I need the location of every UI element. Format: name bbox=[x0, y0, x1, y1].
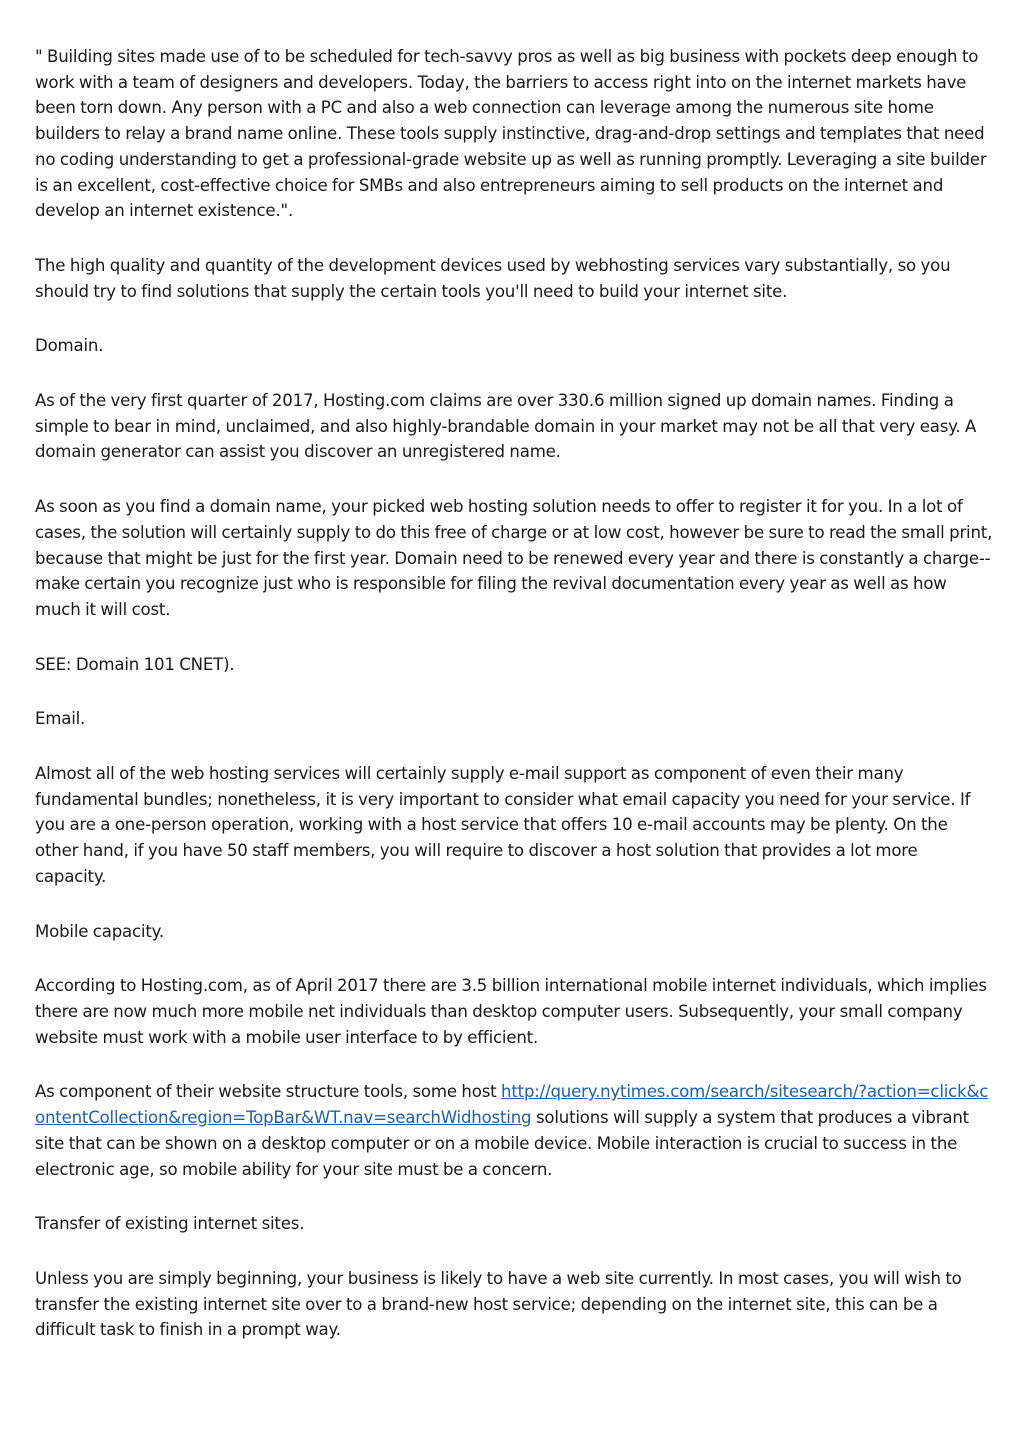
mobile-tools-text-after: solutions will supply a system that produces a vibrant site that can be shown on a desktop computer or on a mobile device. Mobile interaction is crucial to success in the electronic age, so mobile ability for your site must be a concern. bbox=[35, 1108, 969, 1179]
email-heading: Email. bbox=[35, 709, 86, 729]
transfer-paragraph: Unless you are simply beginning, your business is likely to have a web site currently. In most cases, you will wish to transfer the existing internet site over to a brand-new host service; depending on the internet site, this can be a difficult task to finish in a prompt way. bbox=[35, 1268, 962, 1340]
mobile-tools-text-before: As component of their website structure tools, some host bbox=[35, 1082, 502, 1102]
development-tools-paragraph: The high quality and quantity of the development devices used by webhosting services vary substantially, so you should try to find solutions that supply the certain tools you'll need to build your internet site. bbox=[35, 255, 951, 301]
nytimes-search-link[interactable]: http://query.nytimes.com/search/sitesearch/?action=click&contentCollection&region=TopBar&WT.nav=searchWidhosting bbox=[35, 1082, 989, 1128]
email-paragraph: Almost all of the web hosting services will certainly supply e-mail support as component of even their many fundamental bundles; nonetheless, it is very important to consider what email capacity you need for your service. If you are a one-person operation, working with a host service that offers 10 e-mail accounts may be plenty. On the other hand, if you have 50 staff members, you will require to discover a host solution that provides a lot more capacity. bbox=[35, 764, 971, 886]
transfer-heading: Transfer of existing internet sites. bbox=[35, 1214, 305, 1234]
see-domain-reference: SEE: Domain 101 CNET). bbox=[35, 654, 235, 674]
mobile-heading: Mobile capacity. bbox=[35, 921, 164, 941]
domain-count-paragraph: As of the very first quarter of 2017, Hosting.com claims are over 330.6 million signed up domain names. Finding a simple to bear in mind, unclaimed, and also highly-brandable domain in your market may not be all that very easy. A domain generator can assist you discover an unregistered name. bbox=[35, 391, 977, 462]
mobile-users-paragraph: According to Hosting.com, as of April 2017 there are 3.5 billion international mobile internet individuals, which implies there are now much more mobile net individuals than desktop computer users. Subsequently, your small company website must work with a mobile user interface to by efficient. bbox=[35, 976, 987, 1047]
intro-paragraph: " Building sites made use of to be scheduled for tech-savvy pros as well as big business with pockets deep enough to work with a team of designers and developers. Today, the barriers to access right into on the internet markets have been torn down. Any person with a PC and also a web connection can leverage among the numerous site home builders to relay a brand name online. These tools supply instinctive, drag-and-drop settings and templates that need no coding understanding to get a professional-grade website up as well as running promptly. Leveraging a site builder is an excellent, cost-effective choice for SMBs and also entrepreneurs aiming to sell products on the internet and develop an internet existence.". bbox=[35, 47, 987, 221]
domain-heading: Domain. bbox=[35, 336, 104, 356]
mobile-tools-paragraph bbox=[35, 1079, 993, 1182]
domain-registration-paragraph: As soon as you find a domain name, your picked web hosting solution needs to offer to register it for you. In a lot of cases, the solution will certainly supply to do this free of charge or at low cost, however be sure to read the small print, because that might be just for the first year. Domain need to be renewed every year and there is constantly a charge-- make certain you recognize just who is responsible for filing the revival documentation every year as well as how much it will cost. bbox=[35, 497, 993, 619]
document-body bbox=[35, 44, 993, 1372]
